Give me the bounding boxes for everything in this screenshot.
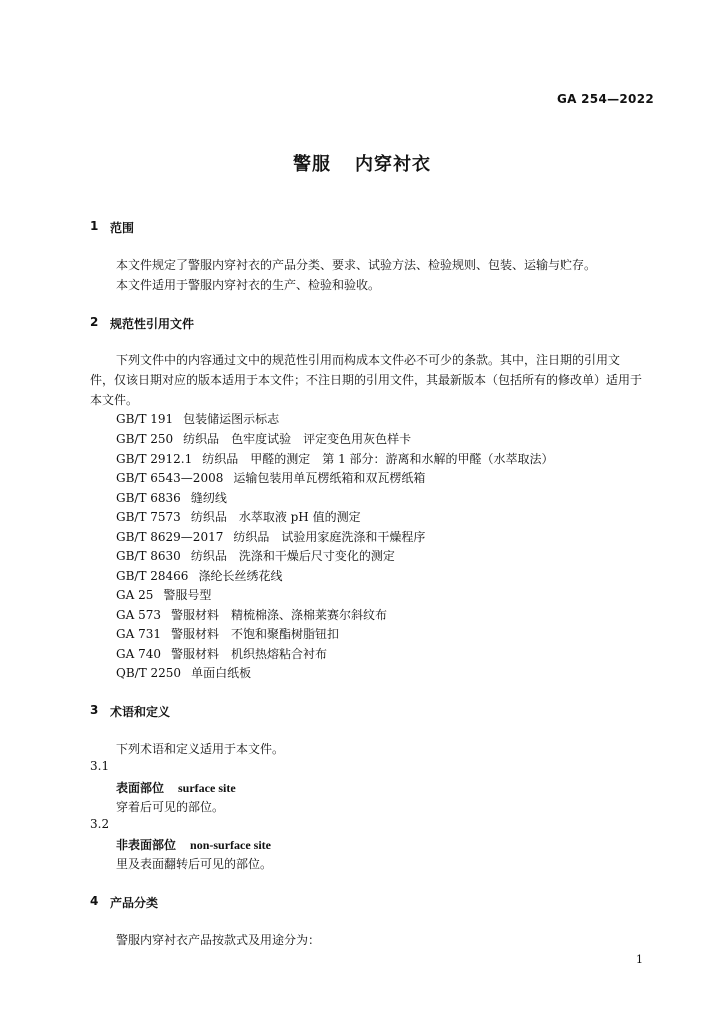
- reference-code: GB/T 8629—2017: [116, 530, 224, 544]
- term-3-2-number: 3.2: [90, 817, 110, 831]
- term-3-1-definition: 穿着后可见的部位。: [116, 800, 225, 814]
- term-3-1-number: 3.1: [90, 759, 110, 773]
- title-part-2: 内穿衬衣: [355, 154, 431, 175]
- reference-code: GB/T 191: [116, 412, 174, 426]
- reference-name: 警服材料 不饱和聚酯树脂钮扣: [170, 627, 339, 641]
- reference-item: [116, 606, 387, 623]
- reference-code: GB/T 6836: [116, 491, 181, 505]
- reference-code: GA 731: [116, 627, 161, 641]
- reference-item: [116, 625, 339, 642]
- reference-name: 涤纶长丝绣花线: [198, 569, 283, 583]
- reference-name: 纺织品 甲醛的测定 第 1 部分：游离和水解的甲醛（水萃取法）: [202, 452, 554, 466]
- section-1-paragraph-1: 本文件规定了警服内穿衬衣的产品分类、要求、试验方法、检验规则、包装、运输与贮存。: [116, 258, 597, 272]
- section-1-title: 范围: [110, 221, 135, 235]
- reference-name: 警服材料 精梳棉涤、涤棉莱赛尔斜纹布: [170, 608, 387, 622]
- section-2-title: 规范性引用文件: [110, 317, 195, 331]
- reference-name: 缝纫线: [190, 491, 227, 505]
- section-3-number: 3: [90, 703, 99, 717]
- term-3-2-heading: [116, 836, 271, 853]
- title-part-1: 警服: [293, 154, 331, 175]
- page-number: 1: [636, 953, 643, 966]
- reference-code: GB/T 7573: [116, 510, 181, 524]
- reference-item: [116, 567, 282, 584]
- section-2-intro-line-2: 件，仅该日期对应的版本适用于本文件；不注日期的引用文件，其最新版本（包括所有的修改单）适用于: [90, 373, 643, 387]
- section-4-title: 产品分类: [110, 896, 159, 910]
- term-3-2-en: non-surface site: [190, 838, 272, 852]
- term-3-1-zh: 表面部位: [116, 781, 165, 795]
- reference-item: [116, 508, 361, 525]
- term-3-2-definition: 里及表面翻转后可见的部位。: [116, 857, 273, 871]
- section-4-paragraph-1: 警服内穿衬衣产品按款式及用途分为：: [116, 933, 321, 947]
- reference-item: [116, 430, 411, 447]
- section-2-number: 2: [90, 315, 99, 329]
- reference-item: [116, 450, 554, 467]
- section-3-title: 术语和定义: [110, 705, 171, 719]
- reference-code: GA 740: [116, 647, 161, 661]
- reference-code: QB/T 2250: [116, 666, 182, 680]
- reference-item: [116, 489, 227, 506]
- reference-code: GB/T 8630: [116, 549, 181, 563]
- reference-code: GB/T 6543—2008: [116, 471, 224, 485]
- reference-name: 纺织品 水萃取液 pH 值的测定: [190, 510, 361, 524]
- section-3-intro: 下列术语和定义适用于本文件。: [116, 742, 285, 756]
- reference-item: [116, 469, 425, 486]
- term-3-1-heading: [116, 779, 236, 796]
- reference-item: [116, 528, 425, 545]
- reference-code: GB/T 28466: [116, 569, 189, 583]
- reference-item: [116, 645, 327, 662]
- reference-code: GA 25: [116, 588, 154, 602]
- reference-name: 警服材料 机织热熔粘合衬布: [170, 647, 327, 661]
- section-2-intro-line-3: 本文件。: [90, 393, 139, 407]
- reference-name: 纺织品 洗涤和干燥后尺寸变化的测定: [190, 549, 395, 563]
- reference-item: [116, 586, 211, 603]
- reference-name: 警服号型: [163, 588, 212, 602]
- term-3-2-zh: 非表面部位: [116, 838, 177, 852]
- reference-name: 纺织品 色牢度试验 评定变色用灰色样卡: [183, 432, 412, 446]
- reference-name: 运输包装用单瓦楞纸箱和双瓦楞纸箱: [233, 471, 426, 485]
- reference-name: 单面白纸板: [191, 666, 252, 680]
- reference-name: 纺织品 试验用家庭洗涤和干燥程序: [233, 530, 426, 544]
- term-3-1-en: surface site: [178, 781, 236, 795]
- reference-code: GA 573: [116, 608, 161, 622]
- reference-item: [116, 664, 251, 681]
- reference-name: 包装储运图示标志: [183, 412, 280, 426]
- section-1-paragraph-2: 本文件适用于警服内穿衬衣的生产、检验和验收。: [116, 278, 381, 292]
- section-2-intro-line-1: 下列文件中的内容通过文中的规范性引用而构成本文件必不可少的条款。其中，注日期的引用文: [116, 353, 621, 367]
- reference-code: GB/T 250: [116, 432, 174, 446]
- document-title: [0, 150, 724, 176]
- section-1-number: 1: [90, 219, 99, 233]
- standard-code: GA 254—2022: [556, 92, 654, 106]
- reference-item: [116, 410, 279, 427]
- reference-code: GB/T 2912.1: [116, 452, 193, 466]
- reference-item: [116, 547, 395, 564]
- section-4-number: 4: [90, 894, 99, 908]
